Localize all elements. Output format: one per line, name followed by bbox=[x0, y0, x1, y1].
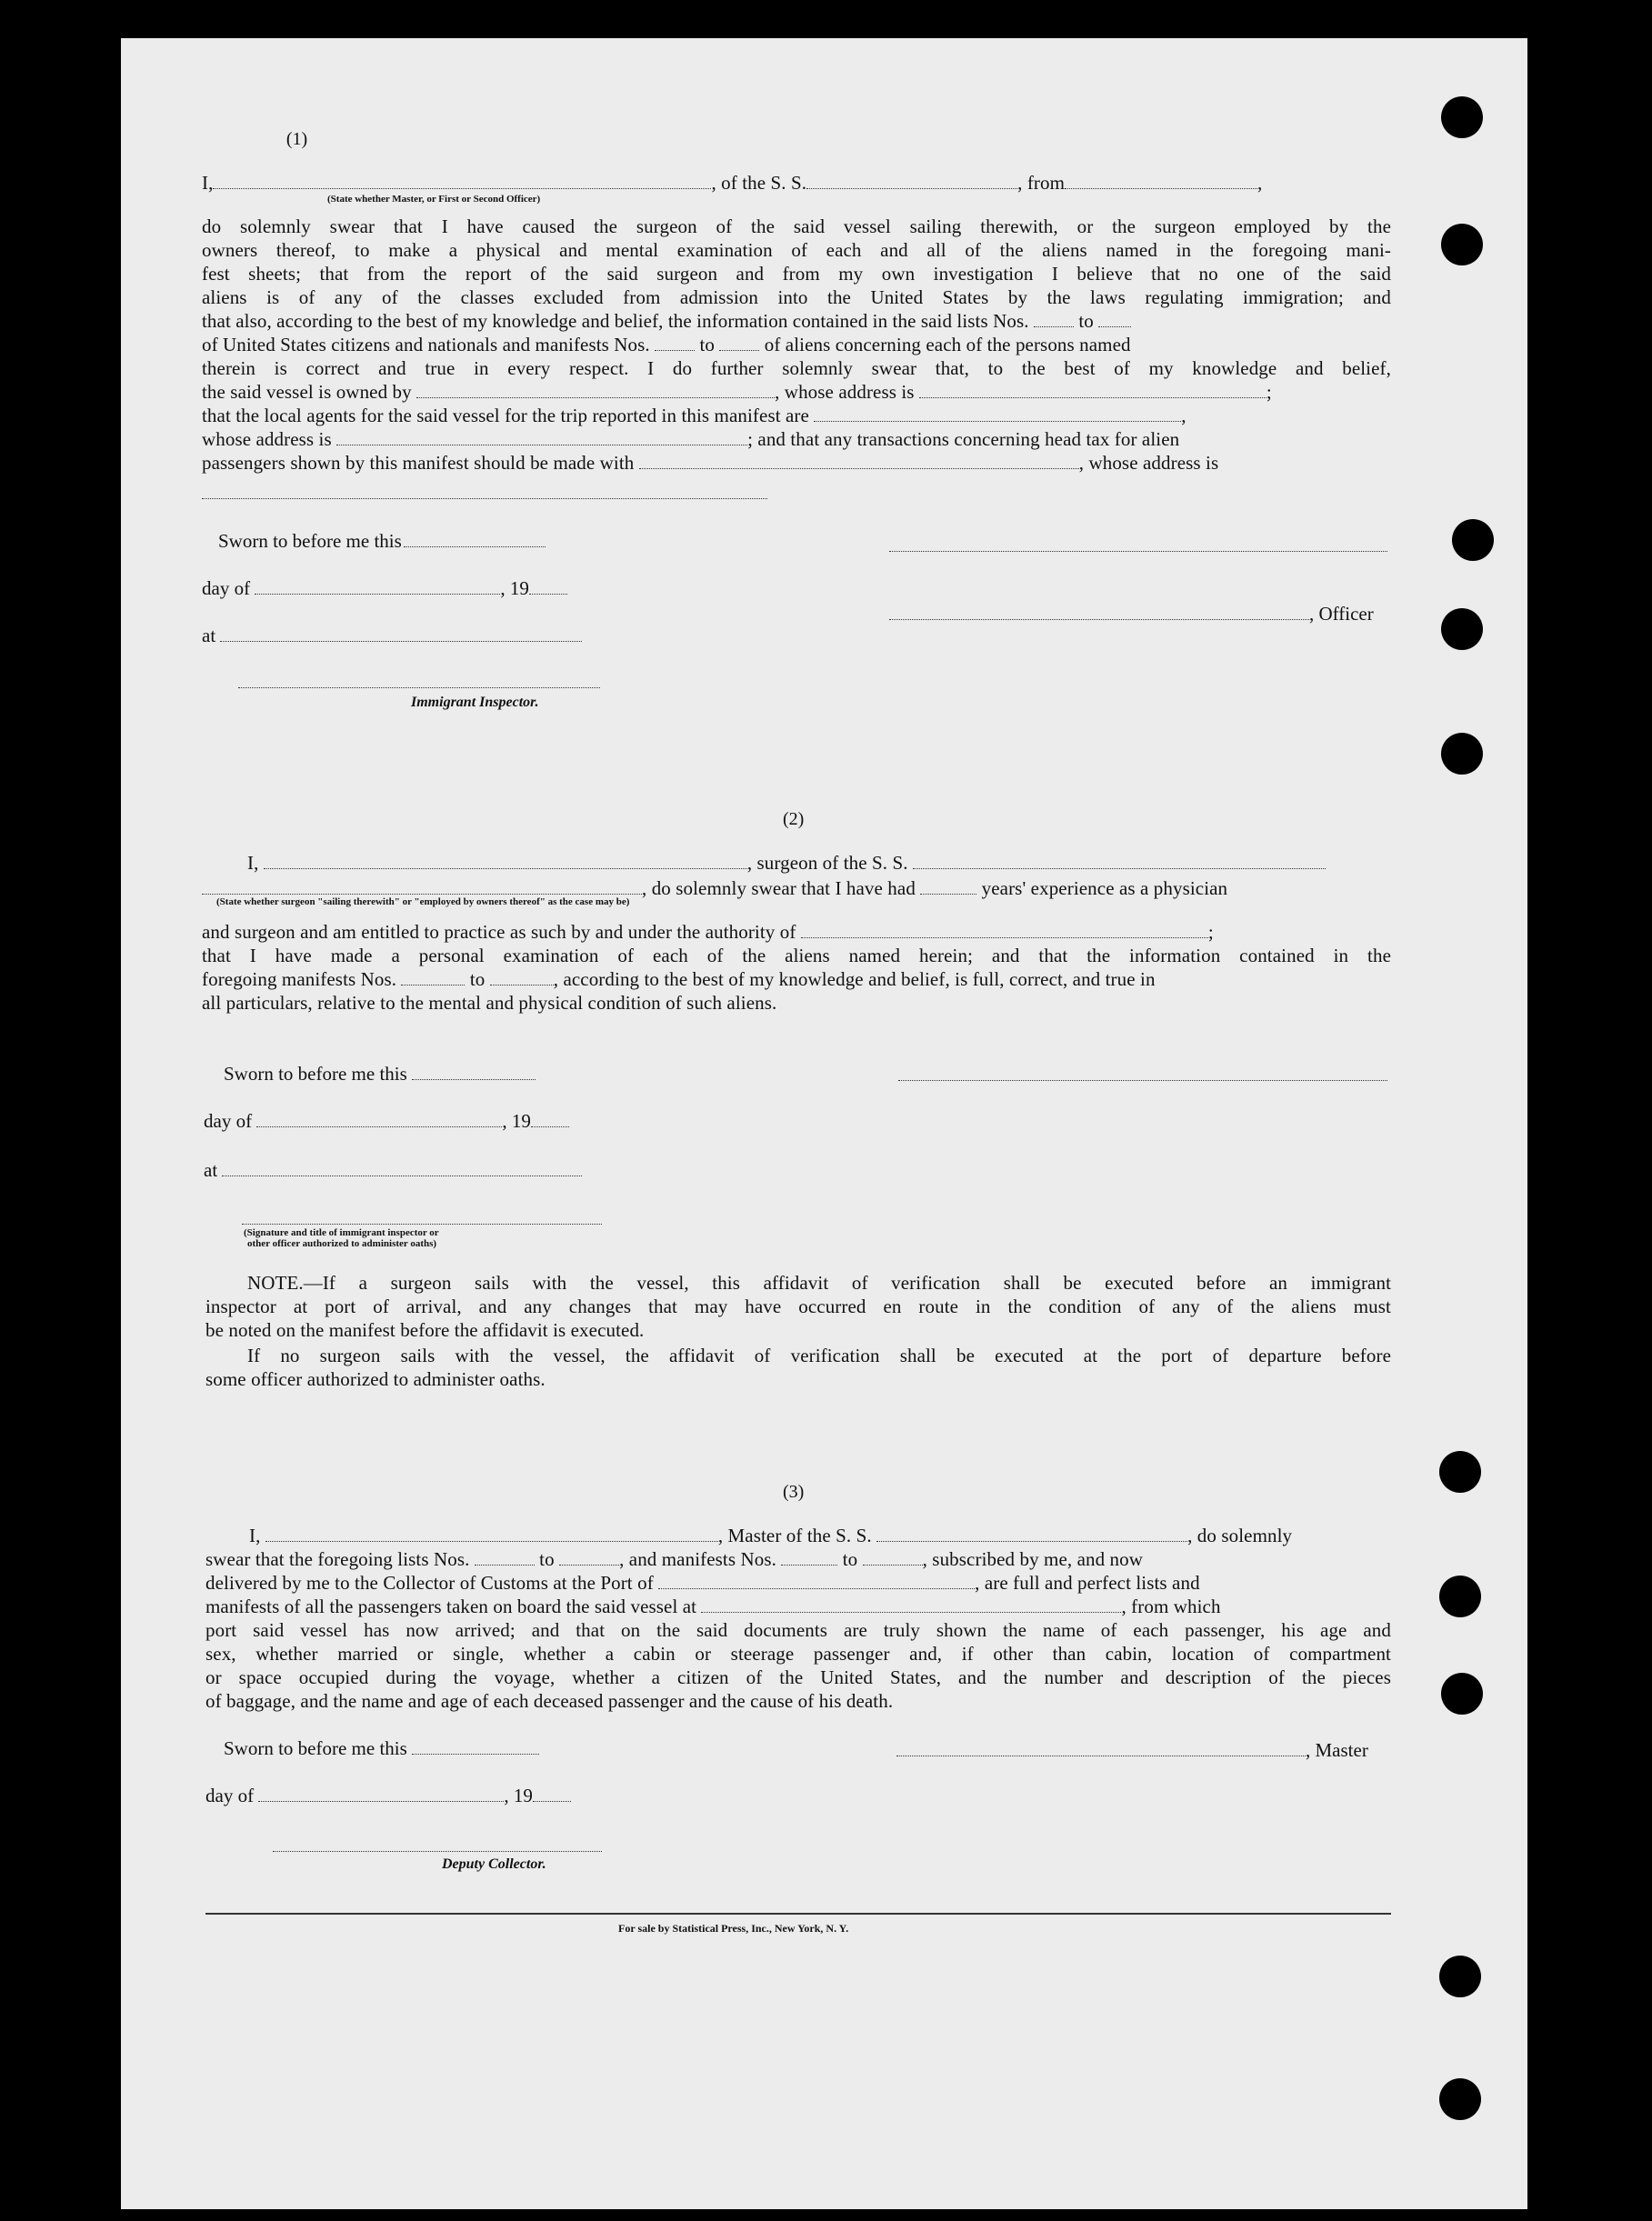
s1-line-6: of United States citizens and nationals and manifests Nos. to of aliens concerning each of the persons named bbox=[202, 334, 1131, 355]
s2-signature-line bbox=[898, 1080, 1387, 1081]
s2-line-6: all particulars, relative to the mental and physical condition of such aliens. bbox=[202, 992, 777, 1014]
s3-master: , Master bbox=[896, 1738, 1368, 1762]
s1-sworn: Sworn to before me this bbox=[218, 529, 546, 553]
punch-hole bbox=[1439, 2078, 1481, 2120]
s2-note-4: If no surgeon sails with the vessel, the affidavit of verification shall be executed at the port of departure before bbox=[247, 1345, 1391, 1366]
s1-inspector-label: Immigrant Inspector. bbox=[411, 695, 539, 710]
s3-sworn: Sworn to before me this bbox=[224, 1736, 539, 1760]
s2-note-5: some officer authorized to administer oaths. bbox=[205, 1368, 546, 1390]
punch-hole bbox=[1441, 1673, 1483, 1715]
s2-sig-note-1: (Signature and title of immigrant inspector or bbox=[244, 1227, 439, 1238]
punch-hole bbox=[1439, 1451, 1481, 1493]
punch-hole bbox=[1441, 733, 1483, 775]
s3-day: day of , 19 bbox=[205, 1784, 571, 1807]
section-1-number: (1) bbox=[285, 129, 308, 149]
s1-inspector-line bbox=[238, 687, 600, 688]
s1-line-4: aliens is of any of the classes excluded from admission into the United States by the laws regulating immigration; and bbox=[202, 286, 1391, 308]
s1-line-2: owners thereof, to make a physical and mental examination of each and all of the aliens named in the foregoing mani- bbox=[202, 239, 1391, 261]
footer-rule bbox=[205, 1913, 1391, 1915]
punch-hole bbox=[1441, 224, 1483, 265]
s2-note-2: inspector at port of arrival, and any changes that may have occurred en route in the condition of any of the aliens must bbox=[205, 1296, 1391, 1317]
s1-line-3: fest sheets; that from the report of the said surgeon and from my own investigation I believe that no one of the said bbox=[202, 263, 1391, 285]
s3-line-2: swear that the foregoing lists Nos. to , and manifests Nos. to , subscribed by me, and now bbox=[205, 1548, 1144, 1570]
s3-line-7: or space occupied during the voyage, whether a citizen of the United States, and the number and description of the pieces bbox=[205, 1666, 1391, 1688]
s2-line-3: and surgeon and am entitled to practice as such by and under the authority of ; bbox=[202, 921, 1214, 943]
section-2-number: (2) bbox=[783, 809, 805, 829]
s2-note-3: be noted on the manifest before the affidavit is executed. bbox=[205, 1319, 645, 1341]
s3-line-1: I, , Master of the S. S. , do solemnly bbox=[249, 1525, 1293, 1546]
s2-surgeon-note: (State whether surgeon "sailing therewith" or "employed by owners thereof" as the case may be) bbox=[216, 896, 630, 907]
s3-deputy-label: Deputy Collector. bbox=[442, 1856, 546, 1872]
s2-note-1: NOTE.—If a surgeon sails with the vessel, this affidavit of verification shall be executed before an immigrant bbox=[247, 1272, 1391, 1294]
s2-at: at bbox=[204, 1158, 582, 1182]
s3-line-5: port said vessel has now arrived; and that on the said documents are truly shown the name of each passenger, his age and bbox=[205, 1619, 1391, 1641]
s1-officer-note: (State whether Master, or First or Second Officer) bbox=[327, 194, 541, 205]
s1-officer: , Officer bbox=[889, 602, 1374, 625]
s1-at: at bbox=[202, 624, 582, 647]
s1-address-blank bbox=[202, 498, 767, 499]
s1-line-10: whose address is ; and that any transactions concerning head tax for alien bbox=[202, 428, 1180, 450]
s2-inspector-line bbox=[242, 1224, 602, 1225]
s2-line-2: , do solemnly swear that I have had years' experience as a physician bbox=[202, 876, 1391, 900]
s2-line-5: foregoing manifests Nos. to , according to the best of my knowledge and belief, is full, correct, and true in bbox=[202, 968, 1156, 990]
punch-hole bbox=[1441, 96, 1483, 138]
footer-printer: For sale by Statistical Press, Inc., New York, N. Y. bbox=[618, 1922, 849, 1935]
punch-hole bbox=[1439, 1576, 1481, 1617]
s1-signature-line bbox=[889, 551, 1387, 552]
s1-line-5: that also, according to the best of my knowledge and belief, the information contained in the said lists Nos. to bbox=[202, 309, 1391, 333]
s2-line-4: that I have made a personal examination of each of the aliens named herein; and that the information contained in the bbox=[202, 945, 1391, 966]
s3-line-3: delivered by me to the Collector of Customs at the Port of , are full and perfect lists and bbox=[205, 1572, 1200, 1594]
s2-sworn: Sworn to before me this bbox=[224, 1062, 536, 1085]
s1-line-9: that the local agents for the said vessel for the trip reported in this manifest are , bbox=[202, 405, 1186, 426]
s2-sig-note-2: other officer authorized to administer oaths) bbox=[247, 1238, 437, 1249]
s1-day: day of , 19 bbox=[202, 576, 567, 600]
s3-collector-line bbox=[273, 1851, 602, 1852]
s2-line-1: I, , surgeon of the S. S. bbox=[247, 851, 1391, 875]
s2-day: day of , 19 bbox=[204, 1109, 569, 1133]
s1-line-1: do solemnly swear that I have caused the surgeon of the said vessel sailing therewith, or the surgeon employed by the bbox=[202, 215, 1391, 237]
s1-line-8: the said vessel is owned by , whose address is ; bbox=[202, 381, 1272, 403]
punch-hole bbox=[1452, 519, 1494, 561]
s3-line-4: manifests of all the passengers taken on board the said vessel at , from which bbox=[205, 1596, 1221, 1617]
s1-line-7: therein is correct and true in every respect. I do further solemnly swear that, to the best of my knowledge and belief, bbox=[202, 357, 1391, 379]
s1-line-11: passengers shown by this manifest should be made with , whose address is bbox=[202, 452, 1219, 474]
punch-hole bbox=[1441, 608, 1483, 650]
s1-line-officer: I, , of the S. S. , from , bbox=[202, 172, 1263, 194]
punch-hole bbox=[1439, 1956, 1481, 1997]
s3-line-8: of baggage, and the name and age of each deceased passenger and the cause of his death. bbox=[205, 1690, 894, 1712]
s3-line-6: sex, whether married or single, whether a cabin or steerage passenger and, if other than cabin, location of compartment bbox=[205, 1643, 1391, 1665]
section-3-number: (3) bbox=[783, 1482, 805, 1502]
